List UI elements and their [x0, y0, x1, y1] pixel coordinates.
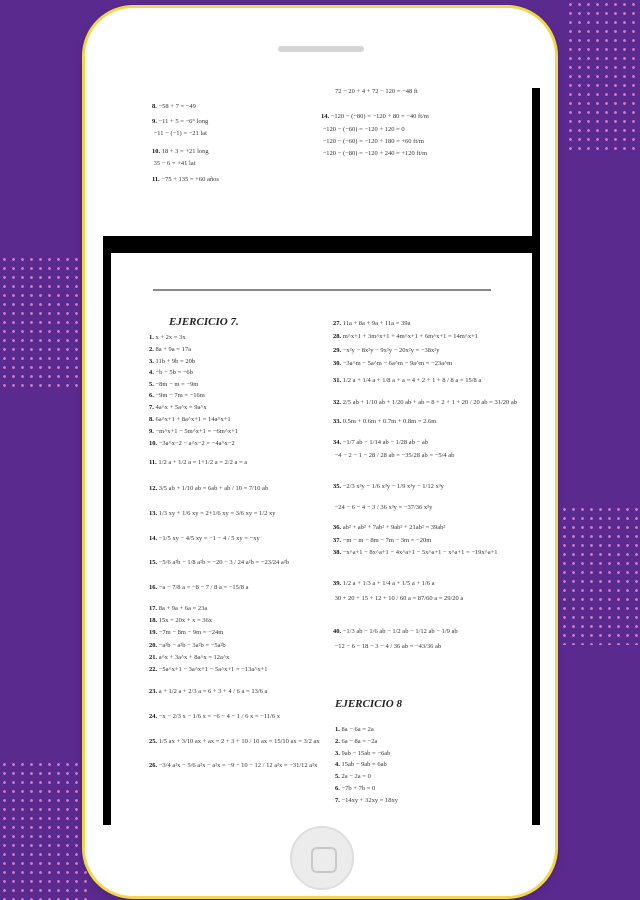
exercise-line [149, 535, 260, 543]
exercise-line [149, 369, 193, 377]
exercise-number: 10. [152, 148, 161, 155]
exercise-line [333, 537, 431, 545]
exercise-text: 8a + 9a = 17a [155, 346, 191, 353]
exercise-line [333, 483, 444, 491]
exercise-line [149, 584, 249, 592]
exercise-line [149, 392, 205, 400]
exercise-line [149, 440, 235, 448]
exercise-line [335, 726, 374, 734]
exercise-text: 15ab − 9ab = 6ab [341, 761, 387, 768]
exercise-text: −m − m − 8m − 7m − 3m = −20m [342, 537, 432, 544]
exercise-number: 24. [149, 713, 158, 720]
exercise-text: −x^a+1 − 8x^a+1 − 4x^a+1 − 5x^a+1 − x^a+1 = −19x^a+1 [342, 549, 498, 556]
exercise-line [333, 643, 441, 651]
dot-pattern-right [560, 505, 640, 645]
exercise-line [149, 666, 267, 674]
exercise-text: −m^x+1 − 5m^x+1 = −6m^x+1 [155, 428, 238, 435]
exercise-line [333, 418, 436, 426]
exercise-number: 4. [149, 369, 154, 376]
exercise-text: −5/6 a²b − 1/8 a²b = −20 − 3 / 24 a²b = −23/24 a²b [158, 559, 289, 566]
exercise-text: 8a + 9a + 6a = 23a [158, 605, 208, 612]
exercise-number: 7. [335, 797, 340, 804]
dot-pattern-top-right [566, 0, 640, 150]
exercise-number: 6. [149, 392, 154, 399]
exercise-line [333, 595, 463, 603]
exercise-number: 9. [149, 428, 154, 435]
phone-screen[interactable] [103, 88, 540, 825]
exercise-number: 2. [149, 346, 154, 353]
exercise-number: 8. [149, 416, 154, 423]
exercise-number: 17. [149, 605, 158, 612]
exercise-text: a^x + 3a^x + 8a^x = 12a^x [158, 654, 230, 661]
dot-pattern-bottom-left [0, 760, 88, 900]
exercise-number: 8. [152, 103, 157, 110]
exercise-text: −11 + 5 = −6° long [158, 118, 209, 125]
exercise-line [149, 762, 317, 770]
exercise-text: 30 + 20 + 15 + 12 + 10 / 60 a = 87/60 a = 29/20 a [334, 595, 464, 602]
exercise-line [321, 113, 429, 121]
exercise-text: −1/5 xy − 4/5 xy = −1 − 4 / 5 xy = −xy [158, 535, 260, 542]
exercise-text: −a − 7/8 a = −8 − 7 / 8 a = −15/8 a [158, 584, 249, 591]
exercise-text: 11b + 9b = 20b [155, 358, 196, 365]
exercise-line [149, 629, 223, 637]
exercise-number: 5. [335, 773, 340, 780]
page1-top-fragment: 72 − 20 + 4 + 72 − 120 = −48 ft [335, 88, 418, 95]
exercise-text: 2/5 ab + 1/10 ab + 1/20 ab + ab = 8 + 2 + 1 + 20 / 20 ab = 31/20 ab [342, 399, 518, 406]
exercise-number: 27. [333, 320, 342, 327]
exercise-number: 25. [149, 738, 158, 745]
home-button[interactable] [290, 826, 354, 890]
exercise-number: 26. [149, 762, 158, 769]
exercise-number: 1. [335, 726, 340, 733]
exercise-text: 2a − 2a = 0 [341, 773, 371, 780]
exercise-text: 9ab − 15ab = −6ab [341, 750, 391, 757]
exercise-line [152, 103, 196, 111]
exercise-line [152, 118, 208, 126]
exercise-number: 3. [149, 358, 154, 365]
exercise-line [321, 138, 424, 146]
exercise-number: 33. [333, 418, 342, 425]
exercise-number: 16. [149, 584, 158, 591]
exercise-line [333, 320, 410, 328]
exercise-line [152, 148, 209, 156]
exercise-line [335, 750, 390, 758]
exercise-line [333, 549, 498, 557]
exercise-line [149, 485, 268, 493]
exercise-text: −120 − (−80) = −120 + 240 = +120 ft/m [322, 150, 428, 157]
exercise-text: −3a^x−2 − a^x−2 = −4a^x−2 [158, 440, 235, 447]
exercise-line [333, 333, 478, 341]
exercise-text: 3/5 ab + 1/10 ab = 6ab + ab / 10 = 7/10 ab [158, 485, 269, 492]
exercise-line [149, 381, 198, 389]
exercise-text: −b − 5b = −6b [155, 369, 193, 376]
exercise-number: 11. [149, 459, 157, 466]
exercise-text: −58 + 7 = −49 [158, 103, 196, 110]
exercise-number: 5. [149, 381, 154, 388]
exercise-line [149, 605, 207, 613]
exercise-text: 6a^x+1 + 8a^x+1 = 14a^x+1 [155, 416, 231, 423]
exercise-line [333, 580, 435, 588]
exercise-number: 29. [333, 347, 342, 354]
exercise-text: ab² + ab² + 7ab² + 9ab² + 21ab² = 39ab² [342, 524, 446, 531]
exercise-number: 7. [149, 404, 154, 411]
exercise-number: 19. [149, 629, 158, 636]
exercise-line [149, 428, 238, 436]
exercise-text: 11a + 8a + 9a + 11a = 39a [342, 320, 411, 327]
exercise-line [333, 360, 452, 368]
exercise-line [321, 150, 427, 158]
exercise-line [149, 617, 212, 625]
exercise-text: −120 − (−60) = −120 + 180 = +60 ft/m [322, 138, 424, 145]
exercise-line [335, 785, 375, 793]
exercise-line [149, 654, 229, 662]
exercise-line [152, 160, 196, 168]
exercise-text: −14xy + 32xy = 18xy [341, 797, 398, 804]
exercise-line [333, 377, 481, 385]
exercise-number: 39. [333, 580, 342, 587]
exercise-number: 22. [149, 666, 158, 673]
exercise-text: 0.5m + 0.6m + 0.7m + 0.8m = 2.6m [342, 418, 437, 425]
exercise-text: −3a^m − 5a^m − 6a^m − 9a^m = −23a^m [342, 360, 453, 367]
heading-ejercicio-8: EJERCICIO 8 [335, 698, 402, 710]
exercise-line [149, 688, 267, 696]
exercise-number: 21. [149, 654, 158, 661]
exercise-text: 6a − 8a = −2a [341, 738, 378, 745]
exercise-number: 14. [149, 535, 158, 542]
exercise-text: −7b + 7b = 0 [341, 785, 376, 792]
exercise-text: x + 2x = 3x [155, 334, 186, 341]
page-rule [153, 289, 491, 291]
exercise-number: 20. [149, 642, 158, 649]
exercise-line [333, 347, 440, 355]
exercise-line [333, 452, 454, 460]
exercise-number: 38. [333, 549, 342, 556]
exercise-line [149, 713, 280, 721]
exercise-number: 9. [152, 118, 157, 125]
exercise-text: −a²b − a²b − 3a²b = −5a²b [158, 642, 226, 649]
exercise-line [149, 510, 275, 518]
exercise-text: −7m − 8m − 9m = −24m [158, 629, 224, 636]
exercise-number: 34. [333, 439, 342, 446]
exercise-text: 1/5 ax + 3/10 ax + ax = 2 + 3 + 10 / 10 ax = 15/10 ax = 3/2 ax [158, 738, 320, 745]
exercise-number: 2. [335, 738, 340, 745]
exercise-line [149, 358, 195, 366]
exercise-number: 13. [149, 510, 158, 517]
exercise-line [333, 399, 517, 407]
exercise-text: −x²y − 8x²y − 9x²y − 20x²y = −38x²y [342, 347, 440, 354]
exercise-number: 11. [152, 176, 160, 183]
exercise-line [335, 797, 398, 805]
exercise-line [152, 130, 207, 138]
exercise-number: 14. [321, 113, 330, 120]
exercise-text: −8m − m = −9m [155, 381, 199, 388]
exercise-text: 1/2 a + 1/3 a + 1/4 a + 1/5 a + 1/6 a [342, 580, 435, 587]
exercise-text: 1/2 a + 1/2 a = 1+1/2 a = 2/2 a = a [158, 459, 248, 466]
exercise-number: 6. [335, 785, 340, 792]
exercise-line [149, 346, 191, 354]
exercise-line [333, 524, 445, 532]
exercise-number: 15. [149, 559, 158, 566]
exercise-text: −120 − (−60) = −120 + 120 = 0 [322, 126, 405, 133]
exercise-line [149, 738, 320, 746]
exercise-line [333, 504, 432, 512]
exercise-line [335, 738, 377, 746]
exercise-text: −2/3 x³y − 1/6 x³y − 1/9 x³y − 1/12 x³y [342, 483, 444, 490]
exercise-text: 4a^x + 5a^x = 9a^x [155, 404, 207, 411]
document-page-1 [103, 88, 540, 236]
exercise-number: 28. [333, 333, 342, 340]
exercise-line [333, 628, 458, 636]
heading-ejercicio-7: EJERCICIO 7. [169, 316, 239, 328]
exercise-text: −12 − 6 − 18 − 3 − 4 / 36 ab = −43/36 ab [334, 643, 442, 650]
exercise-line [333, 439, 428, 447]
exercise-text: −9m − 7m = −16m [155, 392, 205, 399]
exercise-line [149, 334, 186, 342]
exercise-number: 23. [149, 688, 158, 695]
exercise-text: −24 − 6 − 4 − 3 / 36 x³y = −37/36 x³y [334, 504, 433, 511]
dot-pattern-left [0, 255, 82, 390]
exercise-text: 35 − 6 = +41 lat [153, 160, 196, 167]
exercise-number: 36. [333, 524, 342, 531]
exercise-number: 37. [333, 537, 342, 544]
exercise-text: 15x + 20x + x = 36x [158, 617, 212, 624]
exercise-text: −11 − (−1) = −21 lat [153, 130, 207, 137]
page-edge [532, 88, 540, 236]
exercise-number: 10. [149, 440, 158, 447]
exercise-text: −4 − 2 − 1 − 28 / 28 ab = −35/28 ab = −5/4 ab [334, 452, 455, 459]
exercise-text: 18 + 3 = +21 long [161, 148, 209, 155]
exercise-number: 35. [333, 483, 342, 490]
exercise-number: 40. [333, 628, 342, 635]
exercise-text: a + 1/2 a + 2/3 a = 6 + 3 + 4 / 6 a = 13/6 a [158, 688, 268, 695]
speaker-grille [278, 46, 364, 52]
exercise-number: 32. [333, 399, 342, 406]
exercise-text: −120 − (−80) = −120 + 80 = −40 ft/m [330, 113, 429, 120]
exercise-line [149, 642, 226, 650]
exercise-number: 1. [149, 334, 154, 341]
exercise-text: −5a^x+1 − 3a^x+1 − 5a^x+1 = −13a^x+1 [158, 666, 268, 673]
exercise-text: −3/4 a²x − 5/6 a²x − a²x = −9 − 10 − 12 / 12 a²x = −31/12 a²x [158, 762, 318, 769]
exercise-line [149, 459, 247, 467]
document-page-2 [111, 253, 532, 825]
exercise-number: 4. [335, 761, 340, 768]
exercise-text: −1/3 ab − 1/6 ab − 1/2 ab − 1/12 ab − 1/9 ab [342, 628, 458, 635]
exercise-number: 18. [149, 617, 158, 624]
exercise-text: −1/7 ab − 1/14 ab − 1/28 ab − ab [342, 439, 428, 446]
exercise-number: 31. [333, 377, 342, 384]
exercise-line [149, 559, 289, 567]
home-square-icon [311, 847, 337, 873]
exercise-number: 3. [335, 750, 340, 757]
exercise-line [149, 404, 207, 412]
exercise-text: 8a − 6a = 2a [341, 726, 374, 733]
exercise-line [335, 773, 371, 781]
exercise-text: 1/2 a + 1/4 a + 1/8 a + a = 4 + 2 + 1 + 8 / 8 a = 15/8 a [342, 377, 482, 384]
exercise-line [149, 416, 231, 424]
exercise-line [335, 761, 387, 769]
exercise-line [321, 126, 405, 134]
exercise-number: 12. [149, 485, 158, 492]
exercise-text: 1/3 xy + 1/6 xy = 2+1/6 xy = 3/6 xy = 1/2 xy [158, 510, 276, 517]
exercise-text: m^x+1 + 3m^x+1 + 4m^x+1 + 6m^x+1 = 14m^x+1 [342, 333, 479, 340]
exercise-number: 30. [333, 360, 342, 367]
exercise-text: −75 + 135 = +60 años [161, 176, 219, 183]
exercise-line [152, 176, 219, 184]
exercise-text: −x − 2/3 x − 1/6 x = −6 − 4 − 1 / 6 x = −11/6 x [158, 713, 280, 720]
